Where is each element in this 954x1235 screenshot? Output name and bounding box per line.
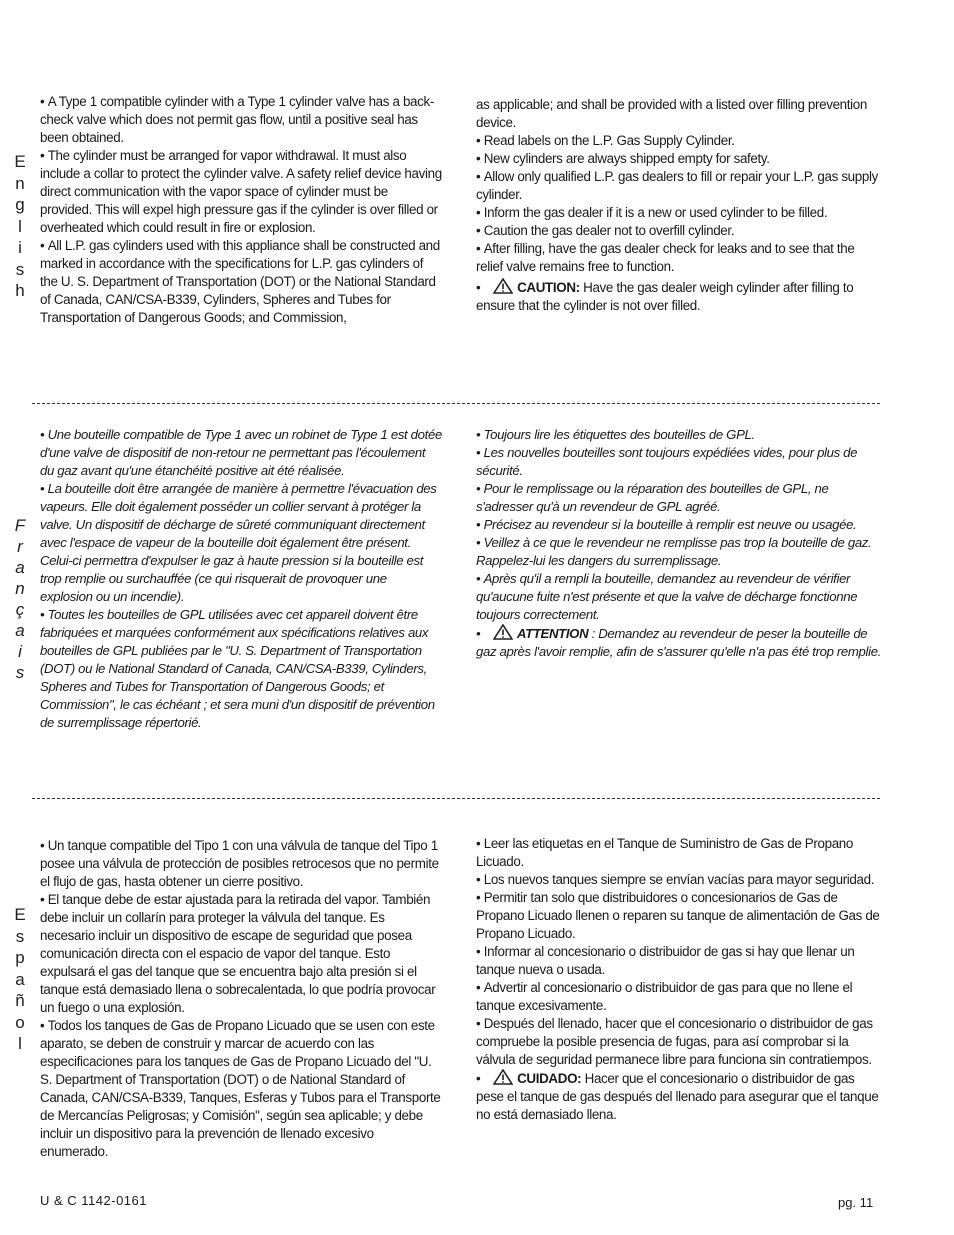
english-item: • The cylinder must be arranged for vapor withdrawal. It must also include a collar to protect the cylinder valve. A safety relief device having direct communication with the vapor space of cylinder must be provided. This will expel high pressure gas if the cylinder is over filled or overheated which could result in fire or explosion. <box>40 147 442 237</box>
english-right-column <box>476 96 881 315</box>
spanish-item: • Todos los tanques de Gas de Propano Licuado que se usen con este aparato, se deben de construir y marcar de acuerdo con las especificaciones para los tanques de Gas de Propano Licuado del "U. S. Department of Transportation (DOT) o de National Standard of Canada, CAN/CSA-B339, Tanques, Esferas y Tubos para el Transporte de Mercancías Peligrosas; y Comisión", según sea aplicable; y debe incluir un dispositivo para la prevención de llenado excesivo enumerado. <box>40 1017 442 1161</box>
side-label-letter: ç <box>15 600 25 619</box>
page-number: pg. 11 <box>838 1195 874 1210</box>
french-item: • Pour le remplissage ou la réparation des bouteilles de GPL, ne s'adresser qu'à un revendeur de GPL agréé. <box>476 480 881 516</box>
french-left-column <box>40 426 442 732</box>
side-label-letter: i <box>18 642 22 661</box>
spanish-item: • Informar al concesionario o distribuidor de gas si hay que llenar un tanque nueva o usada. <box>476 943 881 979</box>
english-item: • New cylinders are always shipped empty for safety. <box>476 150 881 168</box>
english-item: • Read labels on the L.P. Gas Supply Cylinder. <box>476 132 881 150</box>
french-item: • Veillez à ce que le revendeur ne remplisse pas trop la bouteille de gaz. Rappelez-lui les dangers du surremplissage. <box>476 534 881 570</box>
section-divider <box>32 798 880 799</box>
french-item: • Précisez au revendeur si la bouteille à remplir est neuve ou usagée. <box>476 516 881 534</box>
english-item: • After filling, have the gas dealer check for leaks and to see that the relief valve remains free to function. <box>476 240 881 276</box>
spanish-cuidado-text: Hacer que el concesionario o distribuidor de gas pese el tanque de gas después del llenado para asegurar que el tanque no está demasiado llena. <box>476 1071 879 1122</box>
english-left-column <box>40 93 442 327</box>
section-divider <box>32 403 880 404</box>
english-continuation: as applicable; and shall be provided with a listed over filling prevention device. <box>476 97 867 130</box>
french-item: • Toutes les bouteilles de GPL utilisées avec cet appareil doivent être fabriquées et marquées conformément aux spécifications relatives aux bouteilles de GPL publiées par le "U. S. Department of Transportation (DOT) ou le National Standard of Canada, CAN/CSA-B339, Cylinders, Spheres and Tubes for Transportation of Dangerous Goods; et Commission", le cas échéant ; et sera muni d'un dispositif de prévention de surremplissage répertorié. <box>40 606 442 732</box>
french-side-label <box>10 515 30 683</box>
spanish-right-column <box>476 835 881 1124</box>
french-item: • La bouteille doit être arrangée de manière à permettre l'évacuation des vapeurs. Elle doit également posséder un collier servant à protéger la valve. Un dispositif de décharge de sûreté communiquant directement avec l'espace de vapeur de la bouteille doit également être présent. Celui-ci permettra d'expulser le gaz à haute pression si la bouteille est trop remplie ou surchauffée (ce qui risquerait de provoquer une explosion ou un incendie). <box>40 480 442 606</box>
side-label-letter: s <box>15 926 25 946</box>
side-label-letter: E <box>14 905 26 924</box>
spanish-item: • El tanque debe de estar ajustada para la retirada del vapor. También debe incluir un collarín para proteger la válvula del tanque. Es necesario incluir un dispositivo de escape de seguridad que posea comunicación directa con el espacio de vapor del tanque. Esto expulsará el gas del tanque que se encuentra bajo alta presión si el tanque está demasiado llena o sobrecalentada, lo que podría provocar un fuego o una explosión. <box>40 891 442 1017</box>
french-item: • Toujours lire les étiquettes des bouteilles de GPL. <box>476 426 881 444</box>
side-label-letter: n <box>15 579 25 598</box>
english-caution <box>476 278 881 315</box>
side-label-letter: h <box>15 281 25 300</box>
spanish-item: • Permitir tan solo que distribuidores o concesionarios de Gas de Propano Licuado llenen o reparen su tanque de alimentación de Gas de Propano Licuado. <box>476 889 881 943</box>
side-label-letter: r <box>17 537 23 556</box>
spanish-cuidado-label: CUIDADO: <box>517 1071 582 1086</box>
side-label-letter: ñ <box>15 991 25 1010</box>
english-item: • A Type 1 compatible cylinder with a Type 1 cylinder valve has a back-check valve which does not permit gas flow, until a positive seal has been obtained. <box>40 93 442 147</box>
french-attention-label: ATTENTION <box>516 626 589 641</box>
spanish-side-label <box>10 904 30 1055</box>
french-item: • Une bouteille compatible de Type 1 avec un robinet de Type 1 est dotée d'une valve de dispositif de non-retour ne permettant pas l'écoulement du gaz avant qu'une étanchéité positive ait été réalisée. <box>40 426 442 480</box>
english-caution-text: Have the gas dealer weigh cylinder after filling to ensure that the cylinder is not over filled. <box>476 280 854 313</box>
english-item: • All L.P. gas cylinders used with this appliance shall be constructed and marked in accordance with the specifications for L.P. gas cylinders of the U. S. Department of Transportation (DOT) or the National Standard of Canada, CAN/CSA-B339, Cylinders, Spheres and Tubes for Transportation of Dangerous Goods; and Commission, <box>40 237 442 327</box>
english-side-label <box>10 151 30 302</box>
spanish-item: • Después del llenado, hacer que el concesionario o distribuidor de gas compruebe la posible presencia de fugas, para así comprobar si la válvula de seguridad permanece libre para funciona sin contratiempos. <box>476 1015 881 1069</box>
english-item: • Caution the gas dealer not to overfill cylinder. <box>476 222 881 240</box>
french-item: • Après qu'il a rempli la bouteille, demandez au revendeur de vérifier qu'aucune fuite n'est présente et que la valve de décharge fonctionne toujours correctement. <box>476 570 881 624</box>
warning-triangle-icon <box>493 278 513 294</box>
document-number: U & C 1142-0161 <box>40 1193 147 1208</box>
side-label-letter: n <box>15 173 25 193</box>
french-attention-text: : Demandez au revendeur de peser la bouteille de gaz après l'avoir remplie, afin de s'assurer qu'elle n'a pas été trop remplie. <box>476 626 881 659</box>
side-label-letter: g <box>15 195 25 214</box>
french-item: • Les nouvelles bouteilles sont toujours expédiées vides, pour plus de sécurité. <box>476 444 881 480</box>
side-label-letter: a <box>15 969 25 989</box>
side-label-letter: s <box>15 259 25 279</box>
spanish-item: • Advertir al concesionario o distribuidor de gas para que no llene el tanque excesivamente. <box>476 979 881 1015</box>
side-label-letter: p <box>15 948 25 967</box>
english-item: • Inform the gas dealer if it is a new or used cylinder to be filled. <box>476 204 881 222</box>
spanish-cuidado <box>476 1069 881 1124</box>
spanish-item: • Un tanque compatible del Tipo 1 con una válvula de tanque del Tipo 1 posee una válvula de protección de posibles retrocesos que no permite el flujo de gas, hasta obtener un cierre positivo. <box>40 837 442 891</box>
spanish-item: • Los nuevos tanques siempre se envían vacías para mayor seguridad. <box>476 871 881 889</box>
side-label-letter: i <box>18 238 22 257</box>
english-caution-label: CAUTION: <box>517 280 580 295</box>
side-label-letter: F <box>14 516 26 535</box>
side-label-letter: a <box>15 558 25 577</box>
side-label-letter: l <box>18 216 22 236</box>
side-label-letter: o <box>15 1012 25 1032</box>
side-label-letter: E <box>14 152 26 171</box>
warning-triangle-icon <box>493 624 513 640</box>
french-attention <box>476 624 881 661</box>
side-label-letter: s <box>15 663 25 682</box>
french-right-column <box>476 426 881 661</box>
spanish-left-column <box>40 837 442 1161</box>
side-label-letter: a <box>15 621 25 640</box>
english-item: • Allow only qualified L.P. gas dealers to fill or repair your L.P. gas supply cylinder. <box>476 168 881 204</box>
side-label-letter: l <box>18 1034 22 1053</box>
warning-triangle-icon <box>493 1069 513 1085</box>
spanish-item: • Leer las etiquetas en el Tanque de Suministro de Gas de Propano Licuado. <box>476 835 881 871</box>
